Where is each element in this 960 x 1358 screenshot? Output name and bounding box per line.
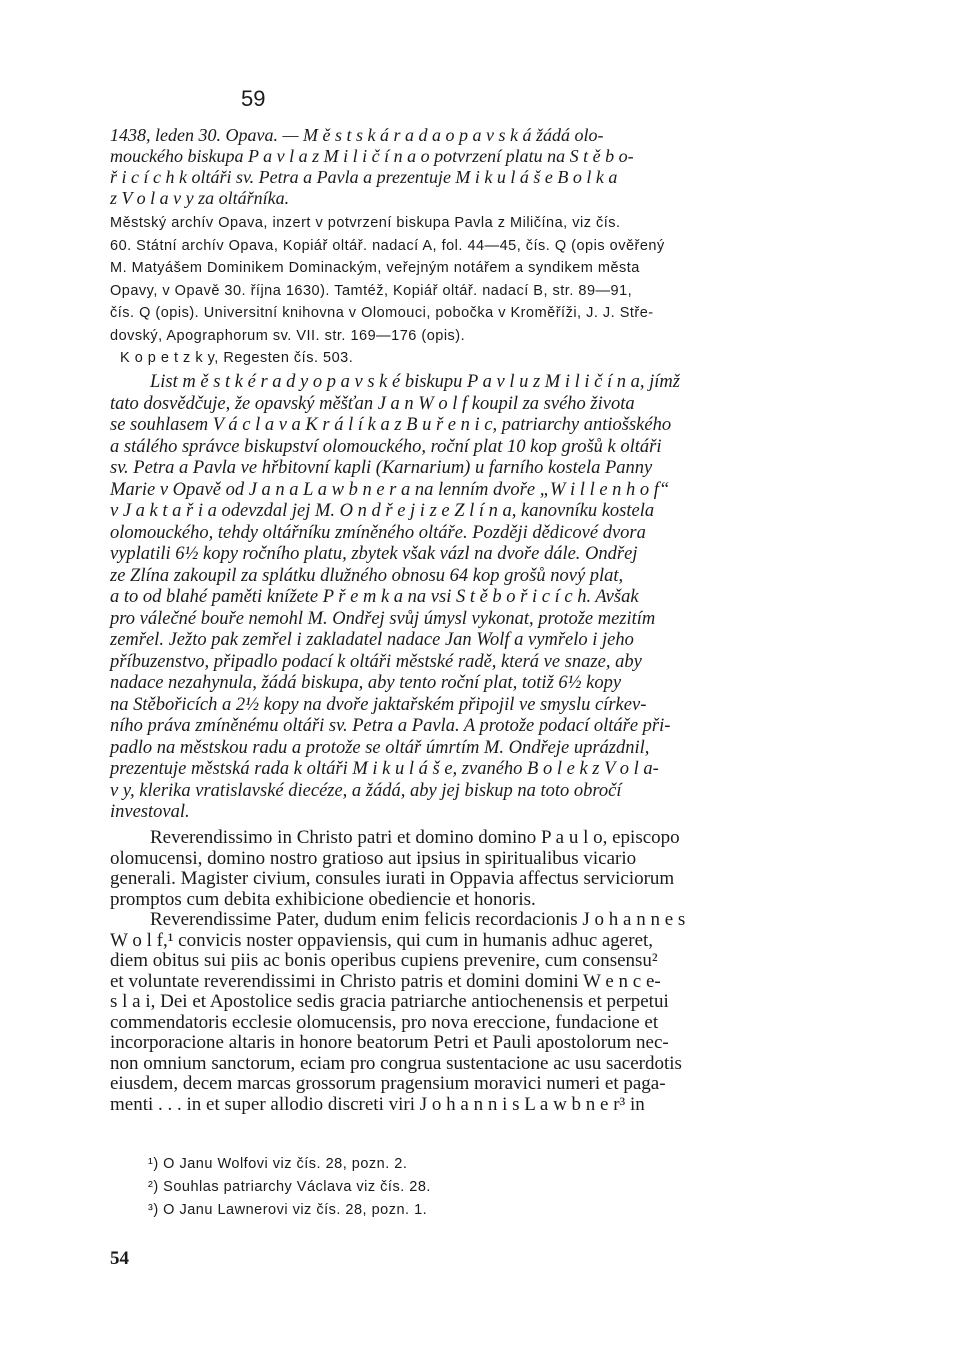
top-page-number: 59 — [241, 86, 266, 111]
summary-line: na Stěbořicích a 2½ kopy na dvoře jaktařském připojil ve smyslu církev- — [110, 694, 647, 715]
source-line: čís. Q (opis). Universitní knihovna v Olomouci, pobočka v Kroměříži, J. J. Stře- — [110, 305, 654, 321]
summary-line: olomouckého, tehdy oltářníku zmíněného oltáře. Později dědicové dvora — [110, 522, 646, 543]
source-line: Opavy, v Opavě 30. října 1630). Tamtéž, Kopiář oltář. nadací B, str. 89—91, — [110, 282, 633, 299]
summary-line: a to od blahé paměti knížete P ř e m k a na vsi S t ě b o ř i c í c h. Avšak — [110, 587, 639, 607]
latin-line: incorporacione altaris in honore beatorum Petri et Pauli apostolorum nec- — [110, 1032, 669, 1053]
summary-line: ního práva zmíněnému oltáři sv. Petra a Pavla. A protože podací oltáře při- — [110, 716, 671, 736]
latin-line: et voluntate reverendissimi in Christo patris et domini domini W e n c e- — [110, 970, 661, 992]
summary-line: vyplatili 6½ kopy ročního platu, zbytek však vázl na dvoře dále. Ondřej — [110, 544, 638, 564]
footnote: ²) Souhlas patriarchy Václava viz čís. 28. — [148, 1179, 431, 1195]
footnote: ³) O Janu Lawnerovi viz čís. 28, pozn. 1. — [148, 1202, 428, 1218]
bottom-page-number: 54 — [110, 1248, 129, 1269]
footnote: ¹) O Janu Wolfovi viz čís. 28, pozn. 2. — [148, 1156, 408, 1172]
source-line: Městský archív Opava, inzert v potvrzení biskupa Pavla z Miličína, viz čís. — [110, 215, 621, 231]
regest-line: 1438, leden 30. Opava. — M ě s t s k á r a d a o p a v s k á žádá olo- — [110, 125, 604, 145]
summary-line: zemřel. Ježto pak zemřel i zakladatel nadace Jan Wolf a vymřelo i jeho — [110, 630, 634, 650]
latin-line: olomucensi, domino nostro gratioso aut ipsius in spiritualibus vicario — [110, 847, 637, 869]
latin-line: commendatoris ecclesie olomucensis, pro nova ereccione, fundacione et — [110, 1011, 659, 1033]
latin-line: menti . . . in et super allodio discreti viri J o h a n n i s L a w b n e r³ in — [110, 1093, 645, 1115]
latin-line: generali. Magister civium, consules iurati in Oppavia affectus serviciorum — [110, 868, 675, 889]
regest-line: z V o l a v y za oltářníka. — [110, 188, 290, 208]
regest-line: mouckého biskupa P a v l a z M i l i č í n a o potvrzení platu na S t ě b o- — [110, 146, 634, 166]
source-references — [110, 212, 862, 370]
source-line: 60. Státní archív Opava, Kopiář oltář. nadací A, fol. 44—45, čís. Q (opis ověřený — [110, 237, 665, 254]
summary-line: investoval. — [110, 802, 190, 822]
summary-line: a stálého správce biskupství olomouckého, roční plat 10 kop grošů k oltáři — [110, 436, 662, 457]
latin-line: diem obitus sui piis ac bonis operibus cupiens prevenire, cum consensu² — [110, 950, 658, 971]
summary-line: Marie v Opavě od J a n a L a w b n e r a na lenním dvoře „W i l l e n h o f“ — [110, 479, 670, 500]
source-line: M. Matyášem Dominikem Dominackým, veřejným notářem a syndikem města — [110, 260, 640, 276]
source-line: K o p e t z k y, Regesten čís. 503. — [120, 350, 354, 366]
summary-line: v y, klerika vratislavské diecéze, a žádá, aby jej biskup na toto obročí — [110, 780, 622, 801]
czech-summary — [110, 372, 862, 824]
latin-line: promptos cum debita exhibicione obediencie et honoris. — [110, 888, 536, 910]
summary-line: tato dosvědčuje, že opavský měšťan J a n W o l f koupil za svého života — [110, 393, 635, 414]
summary-line: se souhlasem V á c l a v a K r á l í k a z B u ř e n i c, patriarchy antiošského — [110, 415, 672, 435]
latin-line: s l a i, Dei et Apostolice sedis gracia patriarche antiochenensis et perpetui — [110, 991, 669, 1012]
summary-line: nadace nezahynula, žádá biskupa, aby tento roční plat, totiž 6½ kopy — [110, 673, 622, 693]
latin-line: W o l f,¹ convicis noster oppaviensis, qui cum in humanis adhuc ageret, — [110, 929, 654, 951]
latin-line: non omnium sanctorum, eciam pro congrua sustentacione ac usu sacerdotis — [110, 1052, 682, 1074]
latin-text — [110, 828, 862, 1115]
summary-line: sv. Petra a Pavla ve hřbitovní kapli (Karnarium) u farního kostela Panny — [110, 458, 653, 478]
latin-line: Reverendissimo in Christo patri et domino domino P a u l o, episcopo — [150, 827, 680, 848]
source-line: dovský, Apographorum sv. VII. str. 169—176 (opis). — [110, 327, 466, 344]
summary-line: padlo na městskou radu a protože se oltář úmrtím M. Ondřeje uprázdnil, — [110, 737, 650, 758]
summary-line: příbuzenstvo, připadlo podací k oltáři městské radě, která ve snaze, aby — [110, 651, 642, 672]
summary-line: prezentuje městská rada k oltáři M i k u l á š e, zvaného B o l e k z V o l a- — [110, 759, 659, 779]
regest-line: ř i c í c h k oltáři sv. Petra a Pavla a prezentuje M i k u l á š e B o l k a — [110, 167, 618, 187]
summary-line: ze Zlína zakoupil za splátku dlužného obnosu 64 kop grošů nový plat, — [110, 565, 624, 586]
latin-line: Reverendissime Pater, dudum enim felicis recordacionis J o h a n n e s — [150, 909, 686, 930]
summary-line: List m ě s t k é r a d y o p a v s k é biskupu P a v l u z M i l i č í n a, jímž — [150, 372, 680, 392]
summary-line: v J a k t a ř i a odevzdal jej M. O n d ř e j i z e Z l í n a, kanovníku kostela — [110, 501, 655, 521]
regest-heading — [110, 125, 862, 209]
latin-line: eiusdem, decem marcas grossorum pragensium moravici numeri et paga- — [110, 1073, 666, 1094]
footnotes — [148, 1153, 431, 1222]
summary-line: pro válečné bouře nemohl M. Ondřej svůj úmysl vykonat, protože mezitím — [110, 608, 656, 629]
